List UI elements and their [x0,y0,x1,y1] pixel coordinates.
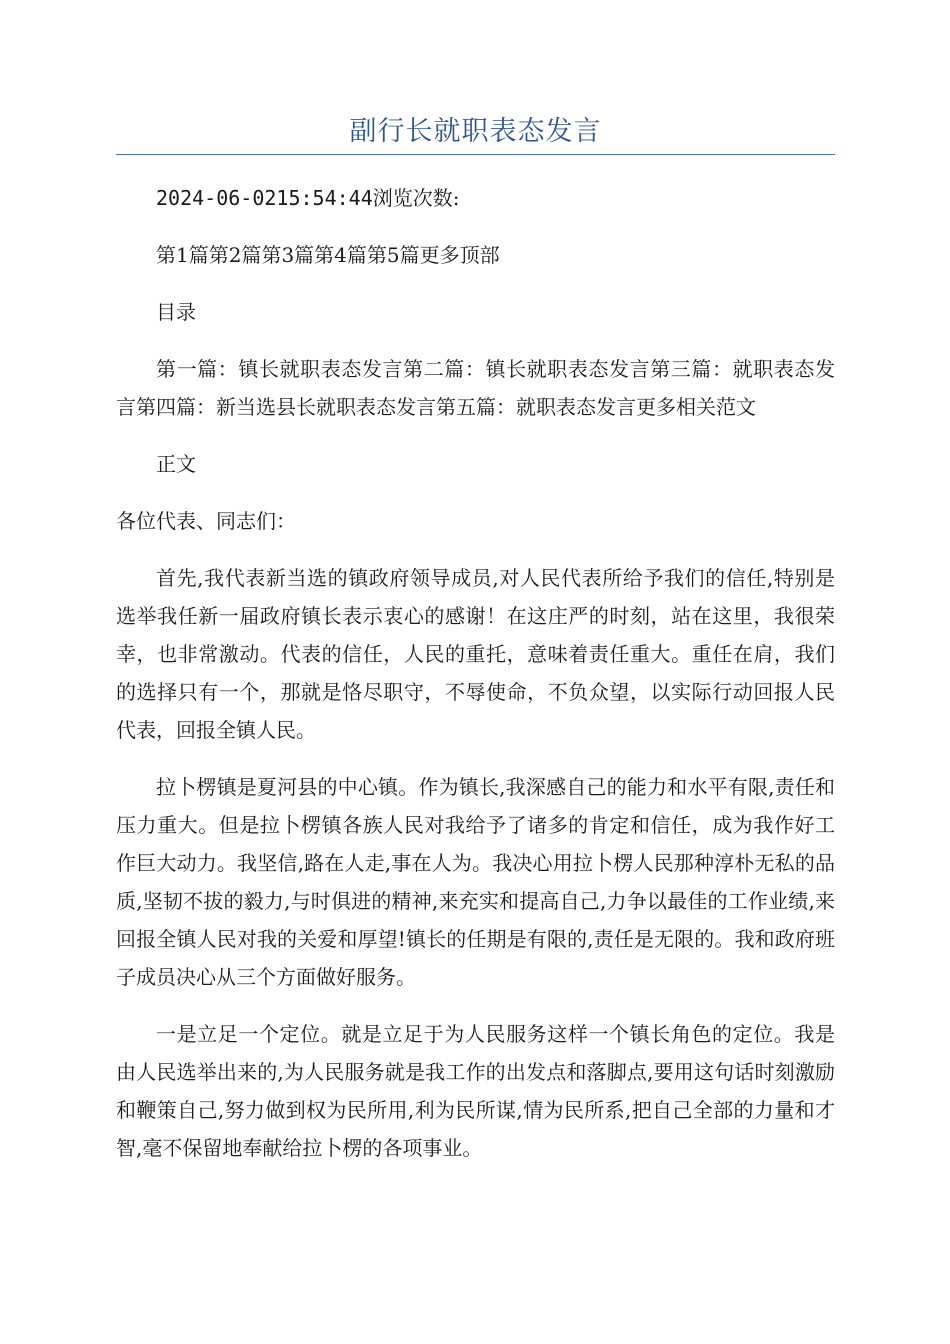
paragraph: 一是立足一个定位。就是立足于为人民服务这样一个镇长角色的定位。我是由人民选举出来的,为人民服务就是我工作的出发点和落脚点,要用这句话时刻激励和鞭策自己,努力做到权为民所用,利为民所谋,情为民所系,把自己全部的力量和才智,毫不保留地奉献给拉卜楞的各项事业。 [116,1022,835,1160]
meta-line [116,179,835,217]
publish-timestamp: 2024-06-0215:54:44 [156,186,373,210]
article-nav-links[interactable]: 第1篇第2篇第3篇第4篇第5篇更多顶部 [156,243,500,267]
salutation: 各位代表、同志们： [116,509,296,533]
toc-heading: 目录 [156,300,196,324]
view-count-label: 浏览次数: [372,186,460,210]
document-body [116,179,835,1167]
body-heading: 正文 [156,452,196,476]
title-underline [116,154,835,155]
toc-list[interactable]: 第一篇：镇长就职表态发言第二篇：镇长就职表态发言第三篇：就职表态发言第四篇：新当选县长就职表态发言第五篇：就职表态发言更多相关范文 [116,357,835,419]
document-title: 副行长就职表态发言 [349,116,602,147]
paragraph: 拉卜楞镇是夏河县的中心镇。作为镇长,我深感自己的能力和水平有限,责任和压力重大。但是拉卜楞镇各族人民对我给予了诸多的肯定和信任，成为我作好工作巨大动力。我坚信,路在人走,事在人为。我决心用拉卜楞人民那种淳朴无私的品质,坚韧不拔的毅力,与时俱进的精神,来充实和提高自己,力争以最佳的工作业绩,来回报全镇人民对我的关爱和厚望!镇长的任期是有限的,责任是无限的。我和政府班子成员决心从三个方面做好服务。 [116,775,835,989]
paragraph: 首先,我代表新当选的镇政府领导成员,对人民代表所给予我们的信任,特别是选举我任新一届政府镇长表示衷心的感谢！在这庄严的时刻，站在这里，我很荣幸，也非常激动。代表的信任，人民的重托，意味着责任重大。重任在肩，我们的选择只有一个，那就是恪尽职守，不辱使命，不负众望，以实际行动回报人民代表，回报全镇人民。 [116,566,835,742]
document-page [116,0,835,1186]
